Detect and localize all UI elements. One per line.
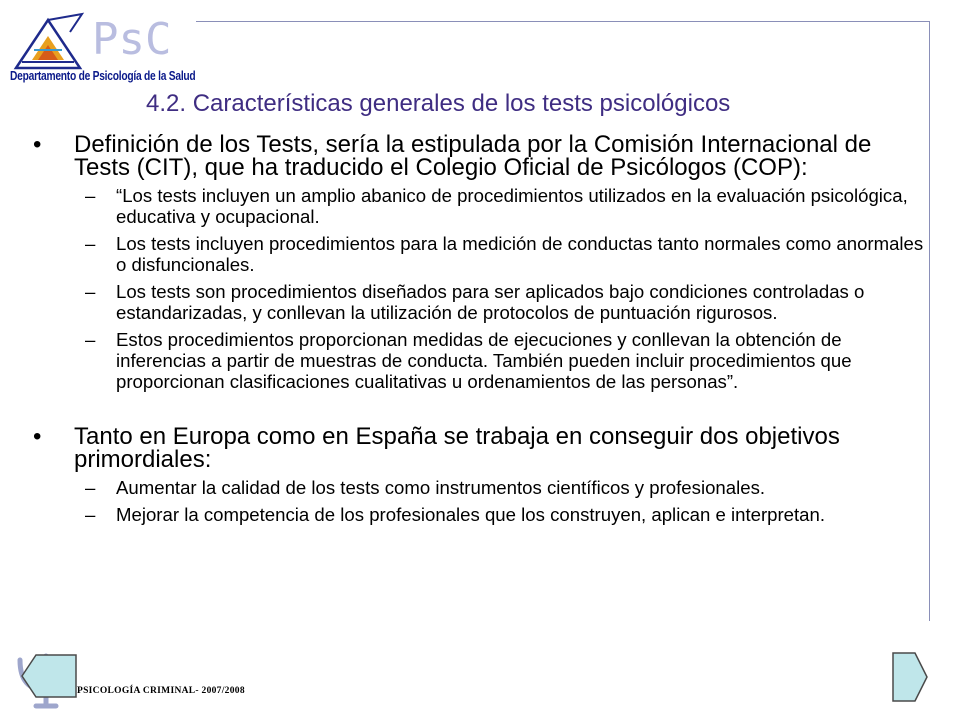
department-name: Departamento de Psicología de la Salud [10, 69, 196, 83]
slide-content [30, 131, 928, 525]
bullet-text: Definición de los Tests, sería la estipulada por la Comisión Internacional de Tests (CIT), que ha traducido el Colegio Oficial de Psicólogos (COP): [74, 131, 872, 181]
logo-text: PsC [92, 14, 172, 65]
subitem-text: Los tests son procedimientos diseñados para ser aplicados bajo condiciones controladas o estandarizadas, y conllevan la utilización de protocolos de puntuación rigurosos. [116, 281, 865, 323]
bullet-marker: • [33, 131, 42, 158]
bullet-marker: • [33, 423, 42, 450]
subitem-text: “Los tests incluyen un amplio abanico de procedimientos utilizados en la evaluación psicológica, educativa y ocupacional. [116, 185, 908, 227]
subitem-marker: – [85, 281, 96, 302]
subitem [30, 477, 928, 498]
subitem [30, 281, 928, 323]
bullet-definition [30, 131, 928, 181]
subitem-text: Los tests incluyen procedimientos para la medición de conductas tanto normales como anormales o disfuncionales. [116, 233, 924, 275]
subitem-marker: – [85, 185, 96, 206]
forward-arrow-icon[interactable] [891, 651, 929, 703]
course-footer: PSICOLOGÍA CRIMINAL- 2007/2008 [77, 686, 245, 696]
subitem-text: Estos procedimientos proporcionan medidas de ejecuciones y conllevan la obtención de inferencias a partir de muestras de conducta. También pueden incluir procedimientos que proporcionan clasificaciones cualitativas u ordenamientos de las personas”. [116, 329, 852, 392]
subitem-marker: – [85, 477, 96, 498]
subitem-marker: – [85, 233, 96, 254]
subitem [30, 185, 928, 227]
slide-frame-right [929, 21, 930, 621]
subitem-text: Mejorar la competencia de los profesionales que los construyen, aplican e interpretan. [116, 504, 826, 525]
back-arrow-icon[interactable] [20, 653, 78, 699]
slide-frame-top [196, 21, 930, 22]
bullet-objectives [30, 423, 928, 473]
slide-title: 4.2. Características generales de los tests psicológicos [146, 90, 731, 117]
subitem [30, 233, 928, 275]
bullet-text: Tanto en Europa como en España se trabaja en conseguir dos objetivos primordiales: [74, 423, 840, 473]
subitem-marker: – [85, 329, 96, 350]
subitem [30, 329, 928, 392]
subitem [30, 504, 928, 525]
subitem-marker: – [85, 504, 96, 525]
subitem-text: Aumentar la calidad de los tests como instrumentos científicos y profesionales. [116, 477, 766, 498]
triangle-logo-icon [16, 14, 82, 68]
